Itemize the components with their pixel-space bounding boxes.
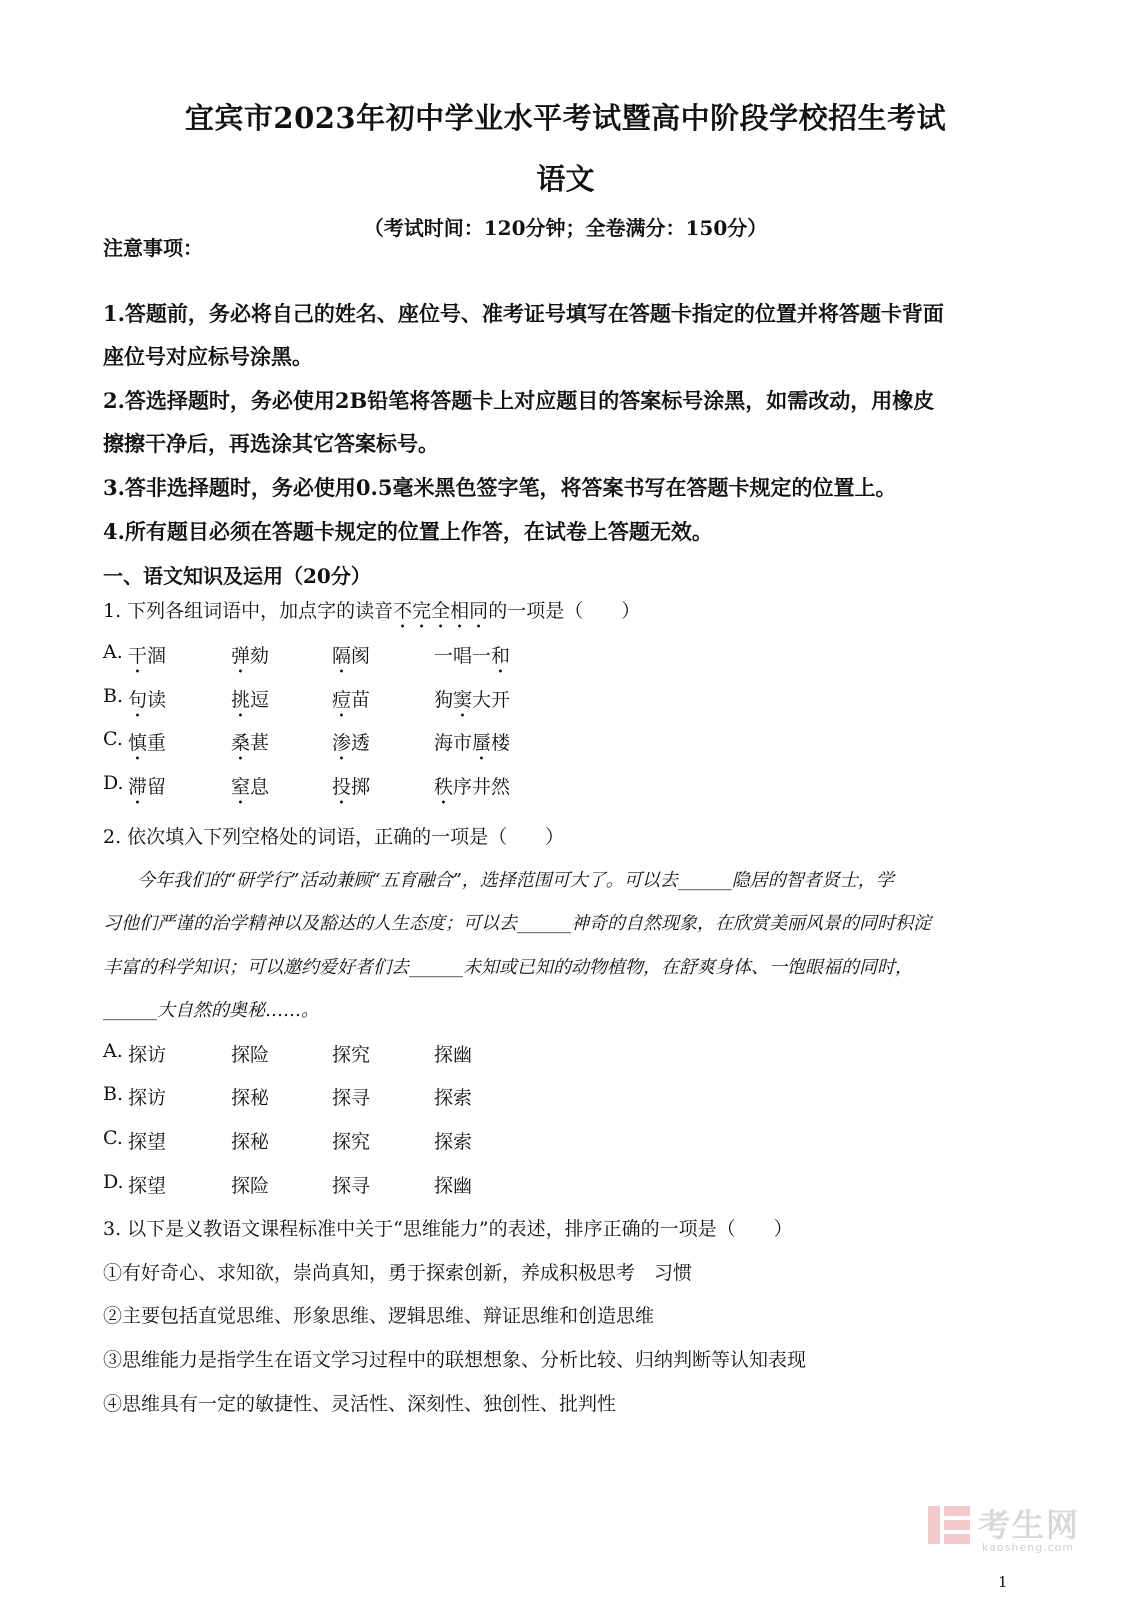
option-word: 探索 [434, 1131, 473, 1153]
option-letter: C. [103, 1127, 123, 1149]
option-word: 干涸 [128, 645, 167, 667]
page-number: 1 [998, 1573, 1008, 1591]
option-word: 探望 [128, 1175, 167, 1197]
statement: ①有好奇心、求知欲，崇尚真知，勇于探索创新，养成积极思考 习惯 [103, 1262, 693, 1284]
passage-line: 习他们严谨的治学精神以及豁达的人生态度；可以去______神奇的自然现象，在欣赏美丽风景的同时积淀 [103, 913, 931, 934]
exam-info: （考试时间：120分钟；全卷满分：150分） [363, 216, 768, 240]
option-word: 探访 [128, 1087, 167, 1109]
option-word: 渗透 [332, 732, 371, 754]
statement: ②主要包括直觉思维、形象思维、逻辑思维、辩证思维和创造思维 [103, 1305, 655, 1327]
dotted-emphasis: 不完全相同 [393, 600, 489, 622]
option-word: 痘苗 [332, 689, 371, 711]
option-word: 探幽 [434, 1175, 473, 1197]
option-word: 探秘 [231, 1131, 270, 1153]
option-letter: D. [103, 1171, 124, 1193]
option-letter: B. [103, 1083, 124, 1105]
option-word: 投掷 [332, 776, 371, 798]
watermark-url: kaosheng.com [982, 1541, 1075, 1554]
option-letter: D. [103, 772, 124, 794]
note-line: 1.答题前，务必将自己的姓名、座位号、准考证号填写在答题卡指定的位置并将答题卡背面 [103, 301, 944, 326]
option-word: 探索 [434, 1087, 473, 1109]
option-word: 探望 [128, 1131, 167, 1153]
option-word: 探幽 [434, 1044, 473, 1066]
notes-title: 注意事项： [103, 236, 203, 260]
passage-line: 丰富的科学知识；可以邀约爱好者们去______未知或已知的动物植物，在舒爽身体、一饱眼福的同时， [103, 957, 913, 978]
option-word: 探访 [128, 1044, 167, 1066]
option-word: 秩序井然 [434, 776, 511, 798]
question-2-stem: 2. 依次填入下列空格处的词语，正确的一项是（ ） [103, 826, 565, 848]
option-word: 海市蜃楼 [434, 732, 511, 754]
exam-title: 宜宾市2023年初中学业水平考试暨高中阶段学校招生考试 [184, 101, 947, 135]
option-letter: B. [103, 685, 124, 707]
option-word: 一唱一和 [434, 645, 511, 667]
note-line: 2.答选择题时，务必使用2B铅笔将答题卡上对应题目的答案标号涂黑，如需改动，用橡皮 [103, 388, 935, 413]
option-word: 探寻 [332, 1175, 371, 1197]
option-word: 探险 [231, 1175, 270, 1197]
statement: ④思维具有一定的敏捷性、灵活性、深刻性、独创性、批判性 [103, 1393, 617, 1415]
option-word: 桑葚 [231, 732, 270, 754]
option-word: 滞留 [128, 776, 167, 798]
option-word: 窒息 [231, 776, 270, 798]
subject-title: 语文 [536, 162, 595, 196]
option-word: 隔阂 [332, 645, 371, 667]
note-line: 4.所有题目必须在答题卡规定的位置上作答，在试卷上答题无效。 [103, 519, 713, 544]
option-word: 句读 [128, 689, 167, 711]
watermark [926, 1500, 1091, 1556]
option-word: 弹劾 [231, 645, 270, 667]
option-word: 狗窦大开 [434, 689, 511, 711]
statement: ③思维能力是指学生在语文学习过程中的联想想象、分析比较、归纳判断等认知表现 [103, 1349, 807, 1371]
note-line: 擦擦干净后，再选涂其它答案标号。 [103, 431, 439, 456]
section-title: 一、语文知识及运用（20分） [103, 564, 371, 588]
option-word: 探究 [332, 1131, 371, 1153]
question-3-stem: 3. 以下是义教语文课程标准中关于“思维能力”的表述，排序正确的一项是（ ） [103, 1218, 793, 1240]
option-word: 挑逗 [231, 689, 270, 711]
passage-line: ______大自然的奥秘……。 [103, 1000, 319, 1021]
option-word: 探秘 [231, 1087, 270, 1109]
option-word: 探险 [231, 1044, 270, 1066]
kaosheng-logo-icon [926, 1502, 972, 1548]
note-line: 3.答非选择题时，务必使用0.5毫米黑色签字笔，将答案书写在答题卡规定的位置上。 [103, 475, 897, 500]
watermark-brand: 考生网 [978, 1506, 1081, 1544]
option-letter: C. [103, 728, 123, 750]
passage-line: 今年我们的“研学行”活动兼顾“五育融合”，选择范围可大了。可以去______隐居的智者贤士，学 [137, 870, 894, 891]
question-1-stem: 1. 下列各组词语中，加点字的读音不完全相同的一项是（ ） [103, 600, 641, 622]
option-word: 探究 [332, 1044, 371, 1066]
note-line: 座位号对应标号涂黑。 [103, 344, 313, 369]
option-letter: A. [103, 641, 123, 663]
option-word: 探寻 [332, 1087, 371, 1109]
option-word: 慎重 [128, 732, 167, 754]
option-letter: A. [103, 1040, 123, 1062]
